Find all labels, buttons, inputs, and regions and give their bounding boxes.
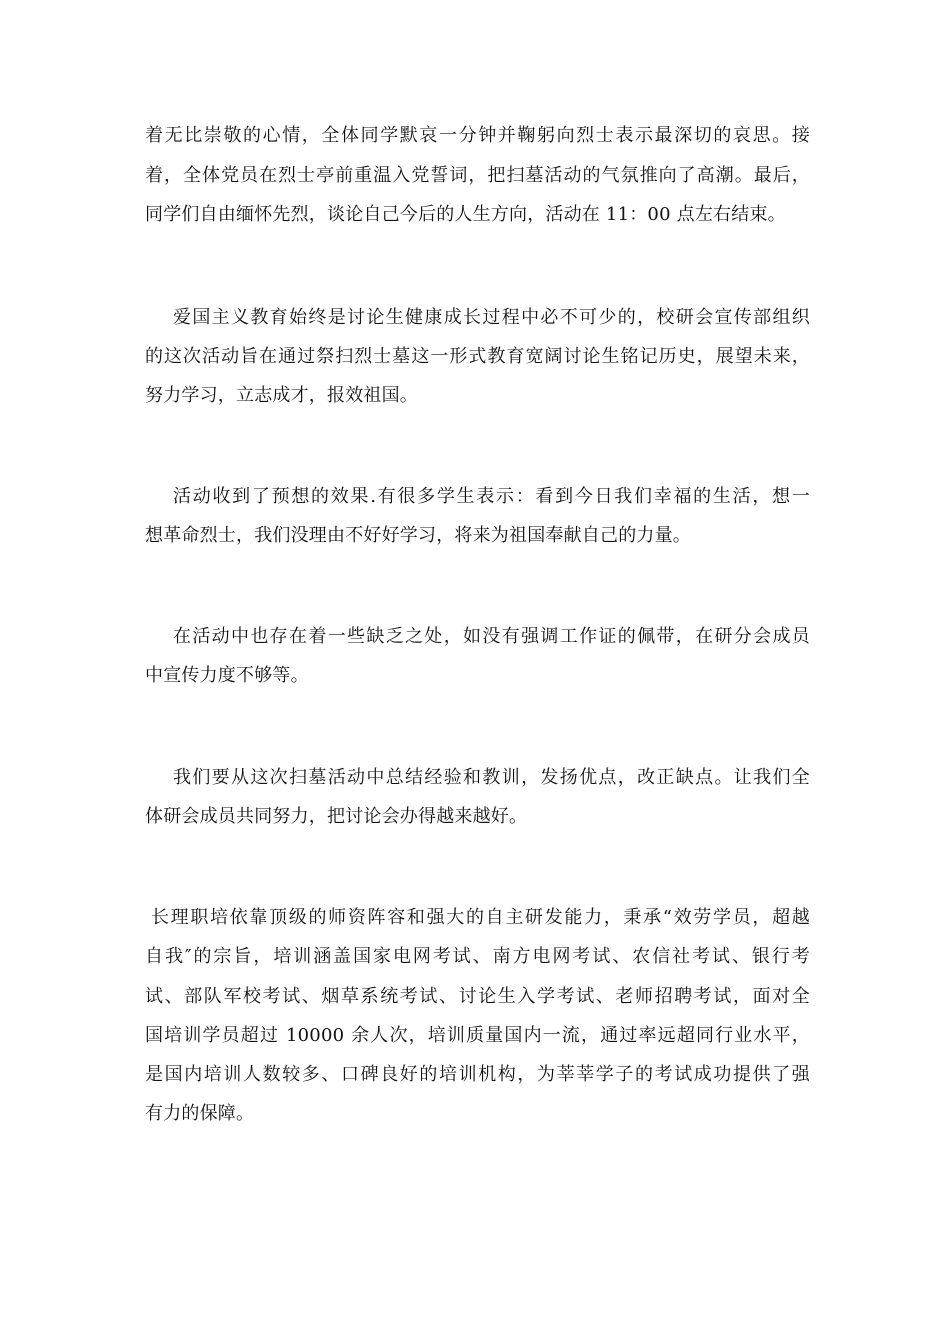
text-line: 爱国主义教育始终是讨论生健康成长过程中必不可少的，校研会宣传部组织 xyxy=(173,307,810,328)
text-line: 是国内培训人数较多、口碑良好的培训机构，为莘莘学子的考试成功提供了强 xyxy=(145,1064,810,1085)
text-line: 我们要从这次扫墓活动中总结经验和教训，发扬优点，改正缺点。让我们全 xyxy=(173,767,810,788)
text-line: 在活动中也存在着一些缺乏之处，如没有强调工作证的佩带，在研分会成员 xyxy=(173,626,810,647)
text-line: 国培训学员超过 10000 余人次，培训质量国内一流，通过率远超同行业水平， xyxy=(145,1025,810,1046)
text-line: 努力学习，立志成才，报效祖国。 xyxy=(145,385,418,406)
text-line: 有力的保障。 xyxy=(145,1103,255,1124)
text-line: 长理职培依靠顶级的师资阵容和强大的自主研发能力，秉承“效劳学员，超越 xyxy=(151,907,810,928)
text-line: 着无比崇敬的心情，全体同学默哀一分钟并鞠躬向烈士表示最深切的哀思。接 xyxy=(145,125,810,146)
text-line: 自我″的宗旨，培训涵盖国家电网考试、南方电网考试、农信社考试、银行考 xyxy=(145,946,810,967)
text-line: 着，全体党员在烈士亭前重温入党誓词，把扫墓活动的气氛推向了高潮。最后， xyxy=(145,165,810,186)
text-line: 体研会成员共同努力，把讨论会办得越来越好。 xyxy=(145,806,528,827)
text-line: 中宣传力度不够等。 xyxy=(145,665,309,686)
text-line: 的这次活动旨在通过祭扫烈士墓这一形式教育宽阔讨论生铭记历史，展望未来， xyxy=(145,346,810,367)
text-line: 活动收到了预想的效果.有很多学生表示：看到今日我们幸福的生活，想一 xyxy=(173,486,810,507)
text-line: 想革命烈士，我们没理由不好好学习，将来为祖国奉献自己的力量。 xyxy=(145,525,691,546)
text-line: 同学们自由缅怀先烈，谈论自己今后的人生方向，活动在 11：00 点左右结束。 xyxy=(145,204,786,225)
text-line: 试、部队军校考试、烟草系统考试、讨论生入学考试、老师招聘考试，面对全 xyxy=(145,986,810,1007)
